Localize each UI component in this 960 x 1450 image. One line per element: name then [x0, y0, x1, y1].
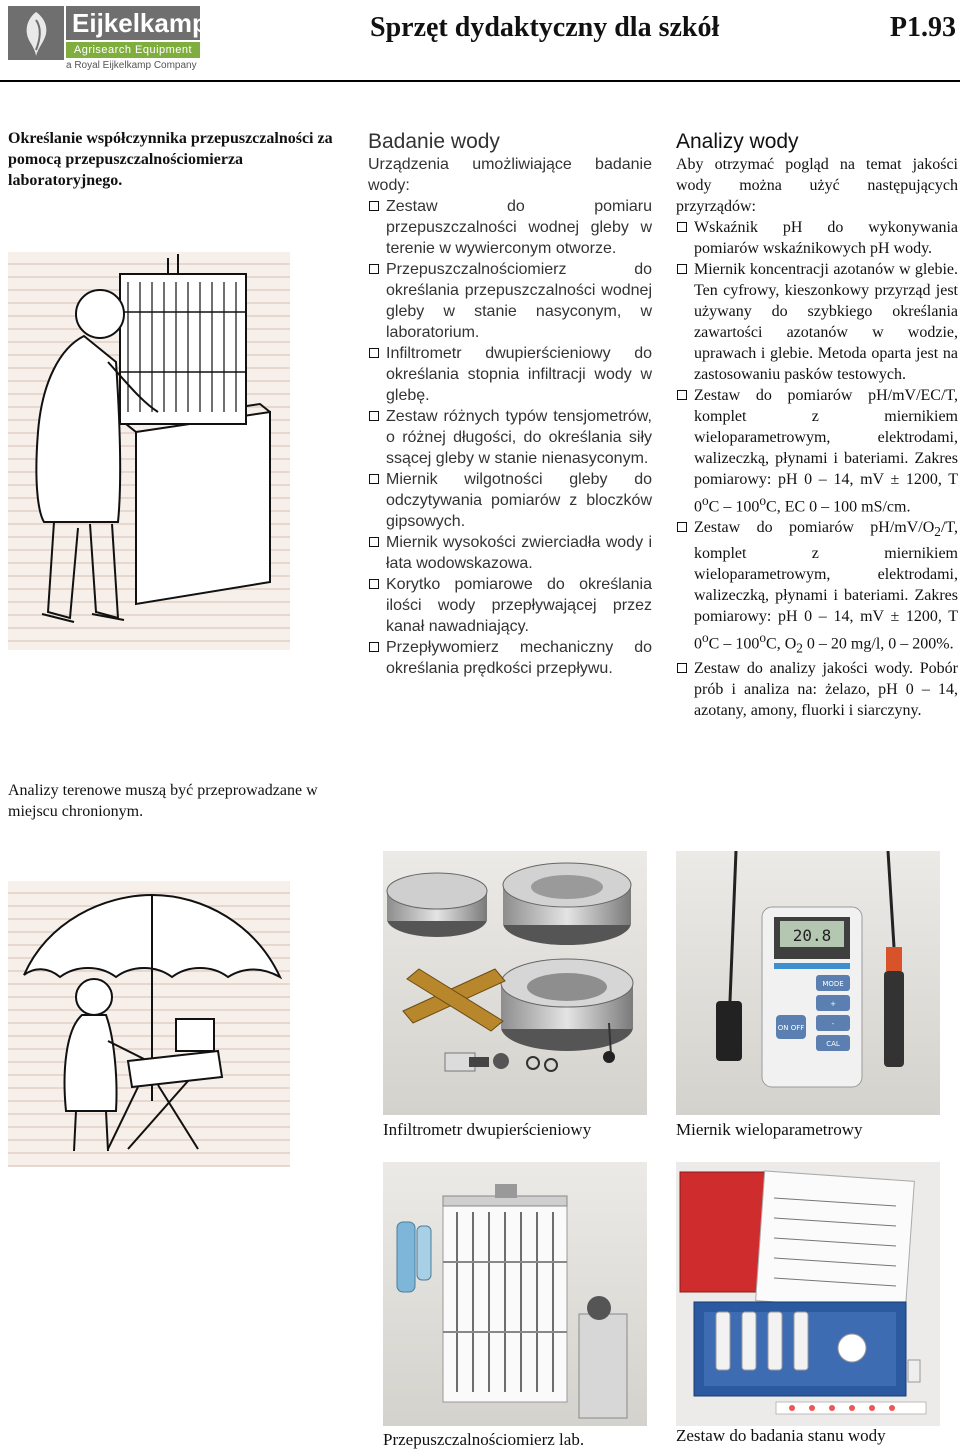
list-item: Zestaw do pomiaru przepuszczalności wodnej gleby w terenie w wywierconym otworze.: [368, 196, 652, 259]
multimeter-photo: [676, 851, 940, 1115]
infiltrometer-photo: [383, 851, 647, 1115]
logo-name: Eijkelkamp: [66, 6, 200, 40]
list-item: Infiltrometr dwupierścieniowy do określania stopnia infiltracji wody w glebę.: [368, 343, 652, 406]
header-divider: [0, 80, 960, 82]
multimeter-caption: Miernik wieloparametrowy: [676, 1120, 863, 1139]
permeameter-photo: [383, 1162, 647, 1426]
checkbox-bullet-icon: [369, 579, 379, 589]
svg-text:+: +: [830, 1000, 836, 1008]
list-item: Miernik koncentracji azotanów w glebie. Ten cyfrowy, kieszonkowy przyrząd jest używany do szybkiego określania zawartości azotanów w wodzie, uprawach i glebie. Metoda oparta jest na zastosowaniu pasków testowych.: [676, 259, 958, 385]
logo-subtitle: a Royal Eijkelkamp Company: [66, 60, 197, 71]
list-item: Zestaw do analizy jakości wody. Pobór prób i analiza na: żelazo, pH 0 – 14, azotany, amony, fluorki i siarczyny.: [676, 658, 958, 721]
checkbox-bullet-icon: [677, 264, 687, 274]
checkbox-bullet-icon: [369, 264, 379, 274]
permeameter-caption: Przepuszczalnościomierz lab.: [383, 1430, 585, 1449]
water-testing-heading: Badanie wody: [368, 130, 500, 153]
field-umbrella-illustration: [8, 881, 290, 1167]
water-kit-photo: [676, 1162, 940, 1426]
water-testing-intro: Urządzenia umożliwiające badanie wody:: [368, 156, 652, 194]
list-item: Wskaźnik pH do wykonywania pomiarów wskaźnikowych pH wody.: [676, 217, 958, 259]
checkbox-bullet-icon: [369, 201, 379, 211]
field-illustration-caption: Analizy terenowe muszą być przeprowadzane w miejscu chronionym.: [8, 782, 318, 820]
list-item: Przepływomierz mechaniczny do określania prędkości przepływu.: [368, 637, 652, 679]
list-item: Miernik wysokości zwierciadła wody i łata wodowskazowa.: [368, 532, 652, 574]
water-analysis-heading: Analizy wody: [676, 130, 799, 153]
svg-text:CAL: CAL: [826, 1040, 840, 1048]
lab-permeameter-illustration: [8, 252, 290, 650]
list-item: Miernik wilgotności gleby do odczytywania pomiarów z bloczków gipsowych.: [368, 469, 652, 532]
svg-text:-: -: [831, 1020, 835, 1028]
checkbox-bullet-icon: [677, 522, 687, 532]
water-kit-caption: Zestaw do badania stanu wody: [676, 1426, 886, 1445]
checkbox-bullet-icon: [369, 474, 379, 484]
water-analysis-intro: Aby otrzymać pogląd na temat jakości wody można użyć następujących przyrządów:: [676, 156, 958, 215]
list-item: Przepuszczalnościomierz do określania przepuszczalności wodnej gleby w stanie nasyconym, w laboratorium.: [368, 259, 652, 343]
checkbox-bullet-icon: [369, 348, 379, 358]
lab-illustration-caption: Określanie współczynnika przepuszczalności za pomocą przepuszczalnościomierza laboratoryjnego.: [8, 130, 333, 189]
company-logo: [8, 6, 208, 71]
list-item: Zestaw do pomiarów $pH/mV/O_2/T$, komplet z miernikiem wieloparametrowym, elektrodami, walizeczką, płynami i bateriami. Zakres pomiarowy: pH 0 – 14, mV ± 1200, T 0$^o$C – 100$^o$C, $O_2$ 0 – 20 mg/l, 0 – 200%.: [676, 517, 958, 658]
logo-tagline: Agrisearch Equipment: [66, 42, 200, 58]
infiltrometer-caption: Infiltrometr dwupierścieniowy: [383, 1120, 592, 1139]
logo-emblem-icon: [8, 6, 64, 60]
svg-text:MODE: MODE: [822, 980, 844, 988]
checkbox-bullet-icon: [369, 642, 379, 652]
checkbox-bullet-icon: [369, 411, 379, 421]
checkbox-bullet-icon: [369, 537, 379, 547]
water-analysis-section: [676, 130, 958, 721]
checkbox-bullet-icon: [677, 663, 687, 673]
checkbox-bullet-icon: [677, 390, 687, 400]
list-item: Zestaw do pomiarów pH/mV/EC/T, komplet z miernikiem wieloparametrowym, elektrodami, walizeczką, płynami i bateriami. Zakres pomiarowy: pH 0 – 14, mV ± 1200, T 0$^o$C – 100$^o$C, EC 0 – 100 mS/cm.: [676, 385, 958, 517]
page-title: Sprzęt dydaktyczny dla szkół: [370, 12, 720, 43]
list-item: Korytko pomiarowe do określania ilości wody przepływającej przez kanał nawadniający.: [368, 574, 652, 637]
water-testing-list: [368, 196, 652, 679]
page-code: P1.93: [889, 12, 956, 43]
svg-text:ON OFF: ON OFF: [777, 1024, 805, 1032]
checkbox-bullet-icon: [677, 222, 687, 232]
water-testing-section: [368, 130, 652, 679]
list-item: Zestaw różnych typów tensjometrów, o różnej długości, do określania siły ssącej gleby w stanie nienasyconym.: [368, 406, 652, 469]
water-analysis-list: [676, 217, 958, 721]
multimeter-display-value: 20.8: [792, 926, 832, 945]
